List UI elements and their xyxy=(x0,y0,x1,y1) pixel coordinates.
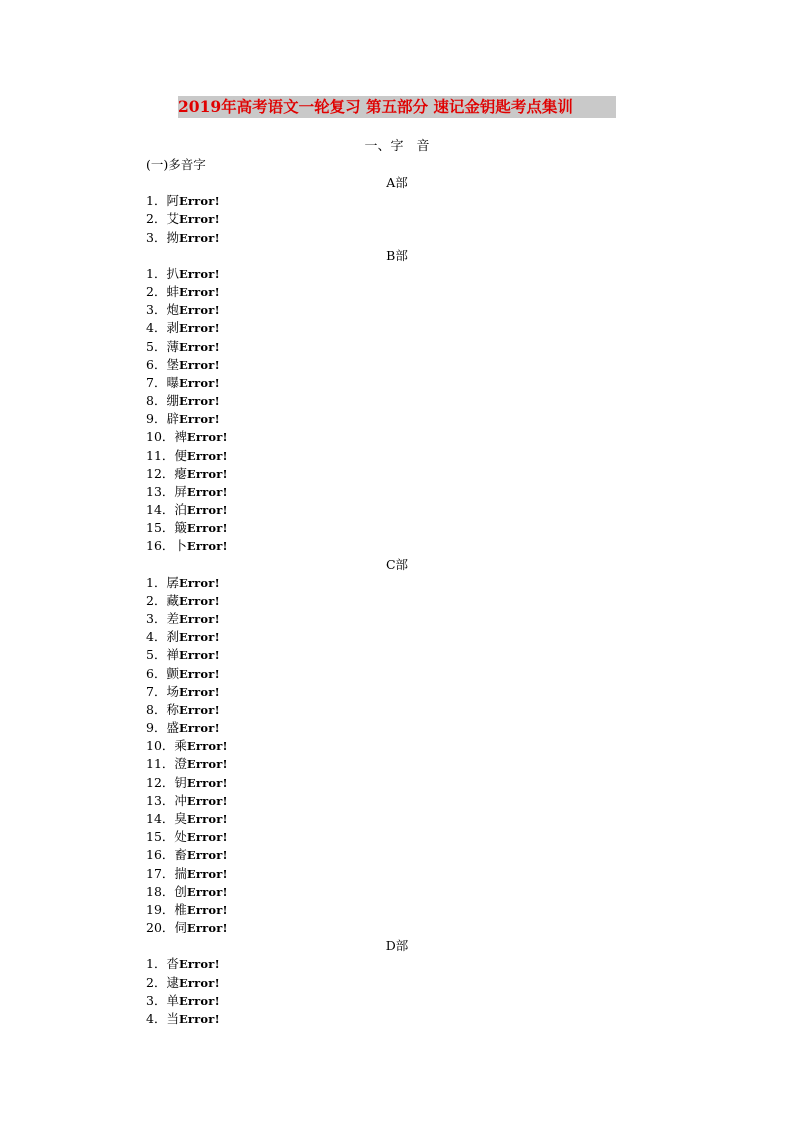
list-item xyxy=(146,319,220,337)
error-text: Error! xyxy=(178,975,220,990)
list-item xyxy=(146,828,228,846)
error-text: Error! xyxy=(178,339,220,354)
error-text: Error! xyxy=(186,830,228,845)
list-item xyxy=(146,719,220,737)
item-label: 5．禅 xyxy=(146,647,179,663)
item-label: 3．单 xyxy=(146,992,179,1008)
item-label: 10．裨 xyxy=(146,429,187,445)
group-heading: C部 xyxy=(385,556,409,572)
item-label: 15．处 xyxy=(146,829,187,845)
document-title: 2019年高考语文一轮复习 第五部分 速记金钥匙考点集训 xyxy=(178,96,616,118)
item-label: 9．辟 xyxy=(146,411,179,427)
item-label: 1．孱 xyxy=(146,574,179,590)
error-text: Error! xyxy=(186,503,228,518)
list-item xyxy=(146,883,228,901)
error-text: Error! xyxy=(186,775,228,790)
error-text: Error! xyxy=(178,957,220,972)
item-label: 10．乘 xyxy=(146,738,187,754)
item-label: 19．椎 xyxy=(146,901,187,917)
error-text: Error! xyxy=(178,993,220,1008)
error-text: Error! xyxy=(178,721,220,736)
item-label: 2．艾 xyxy=(146,211,179,227)
error-text: Error! xyxy=(178,593,220,608)
error-text: Error! xyxy=(178,375,220,390)
item-label: 1．阿 xyxy=(146,193,179,209)
item-label: 2．蚌 xyxy=(146,284,179,299)
item-label: 4．剥 xyxy=(146,320,179,336)
error-text: Error! xyxy=(186,757,228,772)
list-item xyxy=(146,646,220,664)
error-text: Error! xyxy=(178,212,220,227)
error-text: Error! xyxy=(186,521,228,536)
error-text: Error! xyxy=(178,266,220,281)
item-label: 17．揣 xyxy=(146,865,187,881)
error-text: Error! xyxy=(186,812,228,826)
item-label: 11．便 xyxy=(146,447,187,463)
error-text: Error! xyxy=(178,357,220,372)
list-item xyxy=(146,955,220,973)
item-label: 9．盛 xyxy=(146,720,179,736)
list-item xyxy=(146,919,228,937)
item-label: 4．刹 xyxy=(146,629,179,645)
item-label: 4．当 xyxy=(146,1010,179,1026)
list-item xyxy=(146,610,220,628)
error-text: Error! xyxy=(178,702,220,717)
list-item xyxy=(146,901,228,919)
item-label: 8．绷 xyxy=(146,393,179,408)
error-text: Error! xyxy=(178,230,220,245)
list-item xyxy=(146,592,220,610)
list-item xyxy=(146,737,228,755)
list-item xyxy=(146,483,228,501)
item-label: 3．拗 xyxy=(146,229,179,245)
error-text: Error! xyxy=(178,630,220,645)
list-item xyxy=(146,846,228,864)
group-heading: B部 xyxy=(386,247,408,263)
group-heading: D部 xyxy=(385,938,409,954)
list-item xyxy=(146,1010,220,1028)
list-item xyxy=(146,865,228,883)
list-item xyxy=(146,192,220,210)
list-item xyxy=(146,774,228,792)
item-label: 20．伺 xyxy=(146,920,187,935)
list-item xyxy=(146,792,228,810)
item-label: 7．场 xyxy=(146,683,179,699)
list-item xyxy=(146,356,220,374)
item-label: 1．沓 xyxy=(146,956,179,972)
error-text: Error! xyxy=(178,684,220,699)
error-text: Error! xyxy=(186,430,228,445)
list-item xyxy=(146,519,228,537)
item-label: 12．瘪 xyxy=(146,465,187,481)
error-text: Error! xyxy=(178,648,220,663)
error-text: Error! xyxy=(186,921,228,935)
error-text: Error! xyxy=(178,612,220,627)
section-heading: 一、字 音 xyxy=(364,139,430,154)
item-label: 15．簸 xyxy=(146,520,187,536)
error-text: Error! xyxy=(186,793,228,808)
list-item xyxy=(146,665,220,683)
error-text: Error! xyxy=(178,285,220,299)
item-label: 8．称 xyxy=(146,701,179,717)
error-text: Error! xyxy=(178,321,220,336)
list-item xyxy=(146,810,228,828)
group-heading: A部 xyxy=(386,175,408,190)
item-label: 18．创 xyxy=(146,883,187,899)
error-text: Error! xyxy=(178,412,220,427)
list-item xyxy=(146,210,220,228)
list-item xyxy=(146,574,220,592)
list-item xyxy=(146,283,220,301)
error-text: Error! xyxy=(186,884,228,899)
item-label: 12．钥 xyxy=(146,774,187,790)
item-label: 13．屏 xyxy=(146,483,187,499)
list-item xyxy=(146,229,220,247)
list-item xyxy=(146,974,220,992)
item-label: 3．炮 xyxy=(146,302,179,318)
list-item xyxy=(146,374,220,392)
item-label: 14．泊 xyxy=(146,502,187,518)
item-label: 11．澄 xyxy=(146,756,187,772)
list-item xyxy=(146,301,220,319)
item-label: 16．卜 xyxy=(146,538,187,554)
list-item xyxy=(146,265,220,283)
list-item xyxy=(146,683,220,701)
list-item xyxy=(146,992,220,1010)
list-item xyxy=(146,755,228,773)
item-label: 6．颤 xyxy=(146,665,179,681)
error-text: Error! xyxy=(186,448,228,463)
item-label: 14．臭 xyxy=(146,811,187,826)
item-label: 7．曝 xyxy=(146,374,179,390)
error-text: Error! xyxy=(186,484,228,499)
item-label: 1．扒 xyxy=(146,265,179,281)
item-label: 2．逮 xyxy=(146,974,179,990)
error-text: Error! xyxy=(178,394,220,408)
item-label: 5．薄 xyxy=(146,338,179,354)
error-text: Error! xyxy=(186,866,228,881)
item-label: 6．堡 xyxy=(146,356,179,372)
list-item xyxy=(146,628,220,646)
item-label: 13．冲 xyxy=(146,792,187,808)
list-item xyxy=(146,501,228,519)
error-text: Error! xyxy=(186,902,228,917)
list-item xyxy=(146,447,228,465)
list-item xyxy=(146,701,220,719)
list-item xyxy=(146,392,220,410)
error-text: Error! xyxy=(178,575,220,590)
item-label: 3．差 xyxy=(146,611,179,627)
list-item xyxy=(146,428,228,446)
item-label: 16．畜 xyxy=(146,847,187,863)
error-text: Error! xyxy=(178,1011,220,1026)
error-text: Error! xyxy=(178,666,220,681)
error-text: Error! xyxy=(178,303,220,318)
list-item xyxy=(146,410,220,428)
list-item xyxy=(146,338,220,356)
subsection-heading: (一)多音字 xyxy=(146,157,206,172)
list-item xyxy=(146,537,228,555)
error-text: Error! xyxy=(186,848,228,863)
error-text: Error! xyxy=(186,466,228,481)
item-label: 2．藏 xyxy=(146,592,179,608)
error-text: Error! xyxy=(178,194,220,209)
error-text: Error! xyxy=(186,539,228,554)
list-item xyxy=(146,465,228,483)
error-text: Error! xyxy=(186,739,228,754)
